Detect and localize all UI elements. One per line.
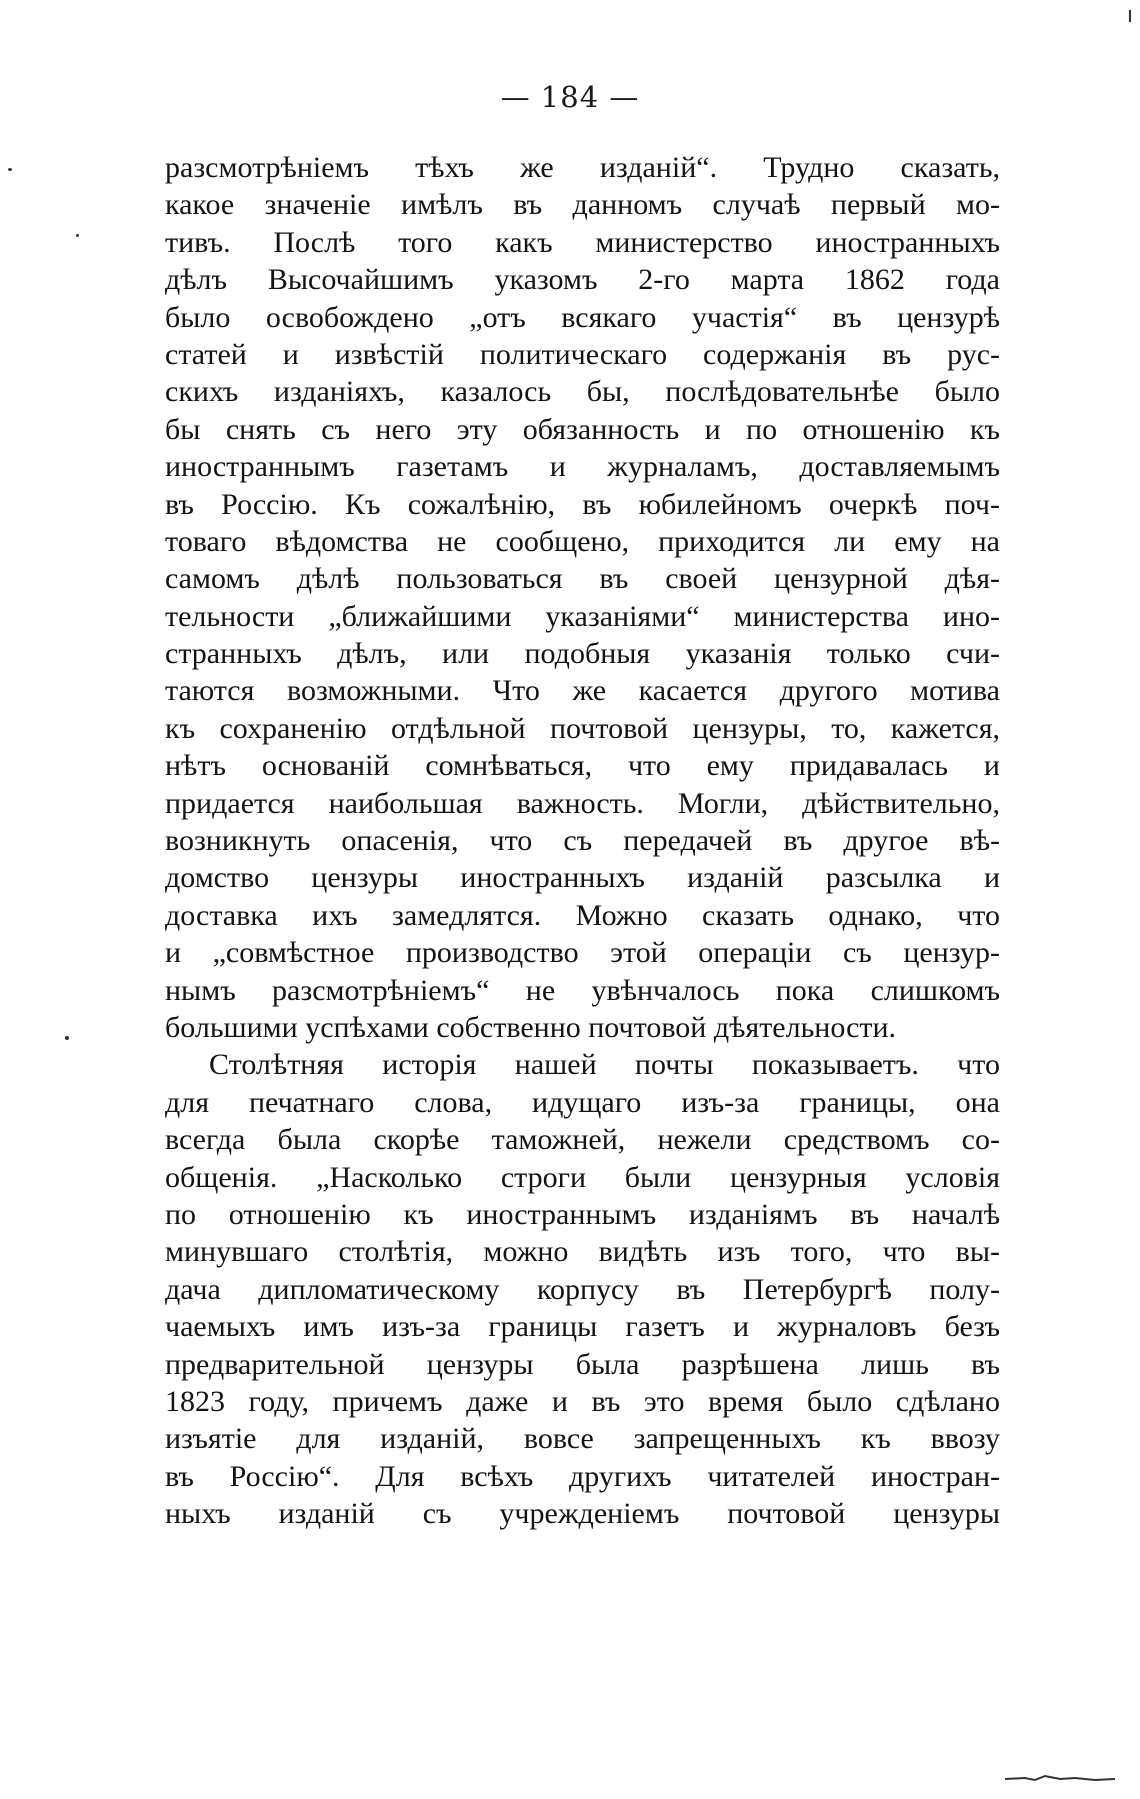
scan-speck bbox=[1129, 10, 1131, 22]
page-number: — 184 — bbox=[500, 80, 640, 114]
text-line: чаемыхъ имъ изъ-за границы газетъ и журналовъ безъ bbox=[165, 1310, 1000, 1344]
text-line: минувшаго столѣтія, можно видѣть изъ того, что вы- bbox=[165, 1235, 1000, 1269]
text-line: придается наибольшая важность. Могли, дѣйствительно, bbox=[165, 786, 1000, 820]
scan-speck bbox=[65, 1036, 69, 1040]
text-line: разсмотрѣніемъ тѣхъ же изданій“. Трудно сказать, bbox=[165, 151, 1000, 184]
text-line: по отношенію къ иностраннымъ изданіямъ въ началѣ bbox=[165, 1197, 1000, 1231]
text-line: въ Россію“. Для всѣхъ другихъ читателей иностран- bbox=[165, 1459, 1000, 1493]
text-line: нѣтъ основаній сомнѣваться, что ему придавалась и bbox=[165, 749, 1000, 783]
text-line: иностраннымъ газетамъ и журналамъ, доставляемымъ bbox=[165, 450, 1000, 484]
scan-speck bbox=[76, 234, 79, 237]
text-line: доставка ихъ замедлятся. Можно сказать однако, что bbox=[165, 898, 1000, 932]
text-line: возникнуть опасенія, что съ передачей въ другое вѣ- bbox=[165, 824, 1000, 858]
text-line: домство цензуры иностранныхъ изданій разсылка и bbox=[165, 861, 1000, 895]
text-line: статей и извѣстій политическаго содержанія въ рус- bbox=[165, 337, 1000, 371]
text-line: странныхъ дѣлъ, или подобныя указанія только счи- bbox=[165, 637, 1000, 671]
text-line: товаго вѣдомства не сообщено, приходится ли ему на bbox=[165, 524, 1000, 558]
text-line: всегда была скорѣе таможней, нежели средствомъ со- bbox=[165, 1123, 1000, 1157]
text-line: въ Россію. Къ сожалѣнію, въ юбилейномъ очеркѣ поч- bbox=[165, 487, 1000, 521]
text-line: таются возможными. Что же касается другого мотива bbox=[165, 674, 1000, 708]
text-line: какое значеніе имѣлъ въ данномъ случаѣ первый мо- bbox=[165, 188, 1000, 222]
text-line: къ сохраненію отдѣльной почтовой цензуры, то, кажется, bbox=[165, 711, 1000, 745]
text-line: дѣлъ Высочайшимъ указомъ 2-го марта 1862 года bbox=[165, 263, 1000, 297]
text-line: и „совмѣстное производство этой операціи съ цензур- bbox=[165, 936, 1000, 970]
text-line: тельности „ближайшими указаніями“ министерства ино- bbox=[165, 599, 1000, 633]
text-line: дача дипломатическому корпусу въ Петербургѣ полу- bbox=[165, 1272, 1000, 1306]
text-line: тивъ. Послѣ того какъ министерство иностранныхъ bbox=[165, 225, 1000, 259]
text-line: скихъ изданіяхъ, казалось бы, послѣдовательнѣе было bbox=[165, 375, 1000, 409]
body-text bbox=[165, 149, 1000, 1532]
text-line: большими успѣхами собственно почтовой дѣятельности. bbox=[165, 1010, 897, 1044]
text-line: общенія. „Насколько строги были цензурныя условія bbox=[165, 1160, 1000, 1194]
text-line: 1823 году, причемъ даже и въ это время было сдѣлано bbox=[165, 1384, 1000, 1418]
text-line: самомъ дѣлѣ пользоваться въ своей цензурной дѣя- bbox=[165, 562, 1000, 596]
text-line: бы снять съ него эту обязанность и по отношенію къ bbox=[165, 412, 1000, 446]
scan-speck bbox=[8, 168, 12, 171]
text-line: для печатнаго слова, идущаго изъ-за границы, она bbox=[165, 1085, 1000, 1119]
text-line: было освобождено „отъ всякаго участія“ въ цензурѣ bbox=[165, 300, 1000, 334]
text-line: ныхъ изданій съ учрежденіемъ почтовой цензуры bbox=[165, 1497, 1000, 1531]
text-line: нымъ разсмотрѣніемъ“ не увѣнчалось пока слишкомъ bbox=[165, 973, 1000, 1007]
text-line: предварительной цензуры была разрѣшена лишь въ bbox=[165, 1347, 1000, 1381]
text-line: изъятіе для изданій, вовсе запрещенныхъ къ ввозу bbox=[165, 1422, 1000, 1456]
scan-artifact bbox=[1005, 1770, 1125, 1782]
text-line: Столѣтняя исторія нашей почты показываетъ. что bbox=[209, 1048, 1000, 1082]
